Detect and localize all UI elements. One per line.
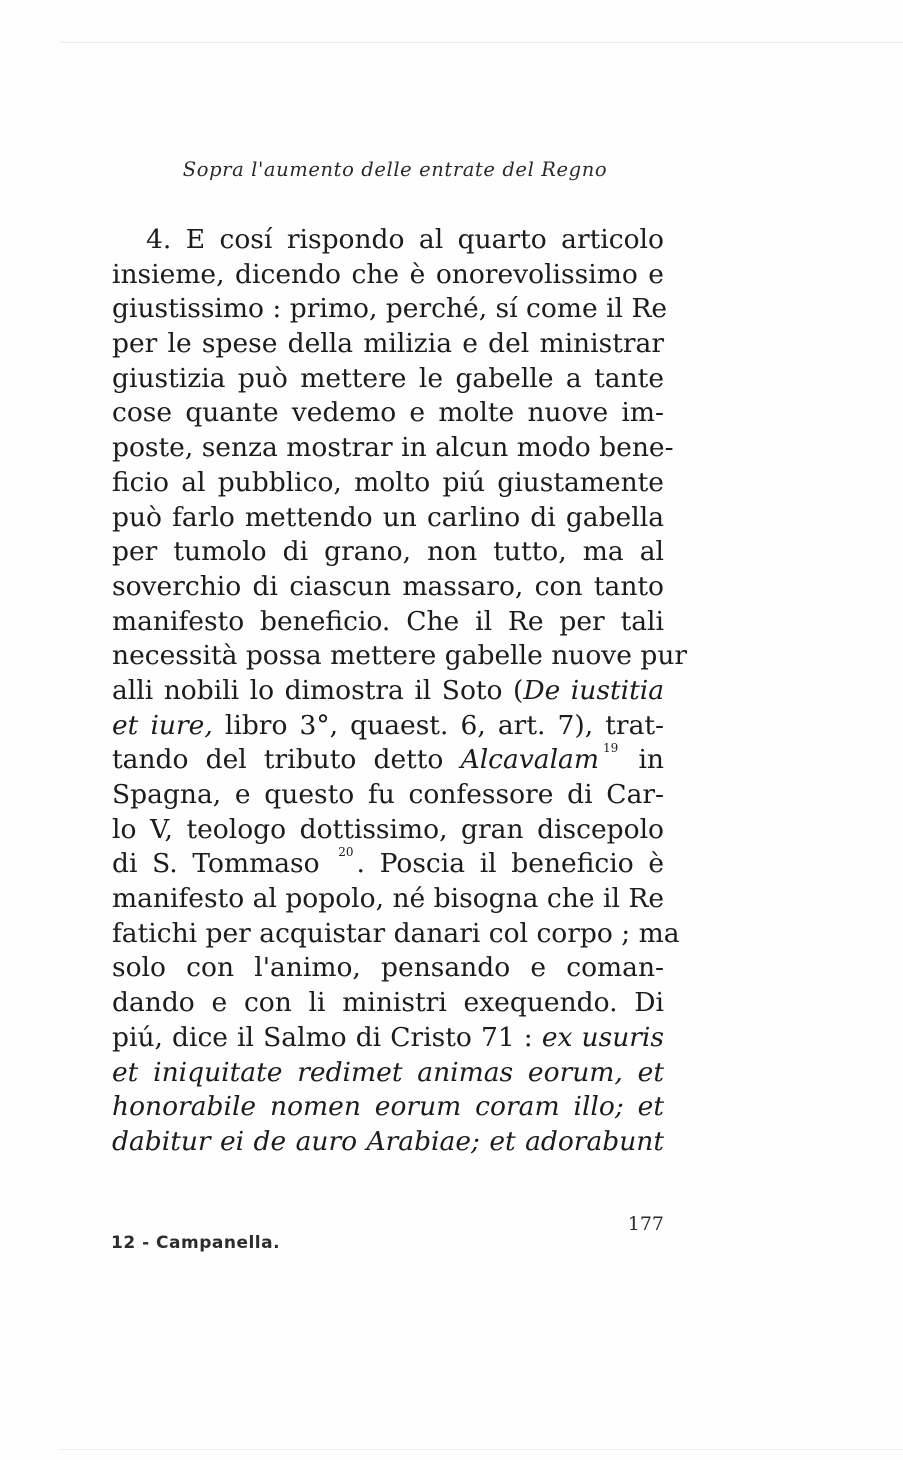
text-line: solo con l'animo, pensando e coman- bbox=[112, 952, 664, 984]
text-line: giustizia può mettere le gabelle a tante bbox=[112, 362, 664, 394]
text-line: manifesto al popolo, né bisogna che il Re bbox=[112, 883, 664, 915]
text-segment: alli nobili lo dimostra il Soto ( bbox=[112, 674, 524, 706]
text-segment: di S. Tommaso bbox=[112, 848, 335, 880]
text-segment: . Poscia il beneficio è bbox=[356, 848, 664, 880]
text-line: per le spese della milizia e del ministrar bbox=[112, 328, 664, 360]
text-line: dando e con li ministri exequendo. Di bbox=[112, 987, 664, 1019]
text-segment: piú, dice il Salmo di Cristo 71 : bbox=[112, 1021, 542, 1053]
text-line bbox=[112, 709, 664, 744]
text-line: cose quante vedemo e molte nuove im- bbox=[112, 397, 664, 429]
text-line bbox=[112, 847, 664, 882]
scan-edge-bottom bbox=[60, 1449, 903, 1450]
text-line-italic: et iniquitate redimet animas eorum, et bbox=[112, 1056, 664, 1088]
text-line: 4. E cosí rispondo al quarto articolo bbox=[146, 224, 664, 255]
text-line: Spagna, e questo fu confessore di Car- bbox=[112, 779, 664, 810]
page-number: 177 bbox=[627, 1213, 664, 1235]
text-segment: in bbox=[621, 744, 664, 776]
text-line: manifesto beneficio. Che il Re per tali bbox=[112, 605, 664, 637]
text-line: lo V, teologo dottissimo, gran discepolo bbox=[112, 813, 664, 845]
text-segment: libro 3°, quaest. 6, art. 7), trat- bbox=[212, 709, 664, 741]
text-line: soverchio di ciascun massaro, con tanto bbox=[112, 570, 664, 602]
text-line-italic: dabitur ei de auro Arabiae; et adorabunt bbox=[112, 1125, 664, 1157]
text-line: necessità possa mettere gabelle nuove pur bbox=[112, 640, 688, 672]
italic-term: Alcavalam bbox=[460, 744, 599, 776]
text-line: per tumolo di grano, non tutto, ma al bbox=[112, 536, 664, 568]
text-line bbox=[112, 743, 664, 778]
footnote-ref: 19 bbox=[603, 741, 619, 756]
text-segment: tando del tributo detto bbox=[112, 744, 461, 776]
scan-edge-top bbox=[60, 42, 903, 43]
text-line: può farlo mettendo un carlino di gabella bbox=[112, 501, 664, 533]
text-line bbox=[112, 1021, 664, 1056]
footer-signature: 12 - Campanella. bbox=[111, 1233, 281, 1253]
text-line: giustissimo : primo, perché, sí come il Re bbox=[112, 293, 668, 325]
italic-quote: ex usuris bbox=[541, 1021, 665, 1053]
text-line: fatichi per acquistar danari col corpo ; ma bbox=[112, 917, 680, 949]
italic-title: et iure, bbox=[112, 709, 213, 741]
text-line: poste, senza mostrar in alcun modo bene- bbox=[112, 432, 674, 464]
text-line bbox=[112, 674, 664, 709]
text-line: insieme, dicendo che è onorevolissimo e bbox=[112, 258, 664, 290]
text-line-italic: honorabile nomen eorum coram illo; et bbox=[112, 1091, 664, 1123]
footnote-ref: 20 bbox=[338, 845, 354, 860]
italic-title: De iustitia bbox=[523, 674, 664, 706]
running-head: Sopra l'aumento delle entrate del Regno bbox=[182, 158, 608, 181]
body-text bbox=[112, 223, 688, 1160]
text-line: ficio al pubblico, molto piú giustamente bbox=[112, 466, 664, 498]
